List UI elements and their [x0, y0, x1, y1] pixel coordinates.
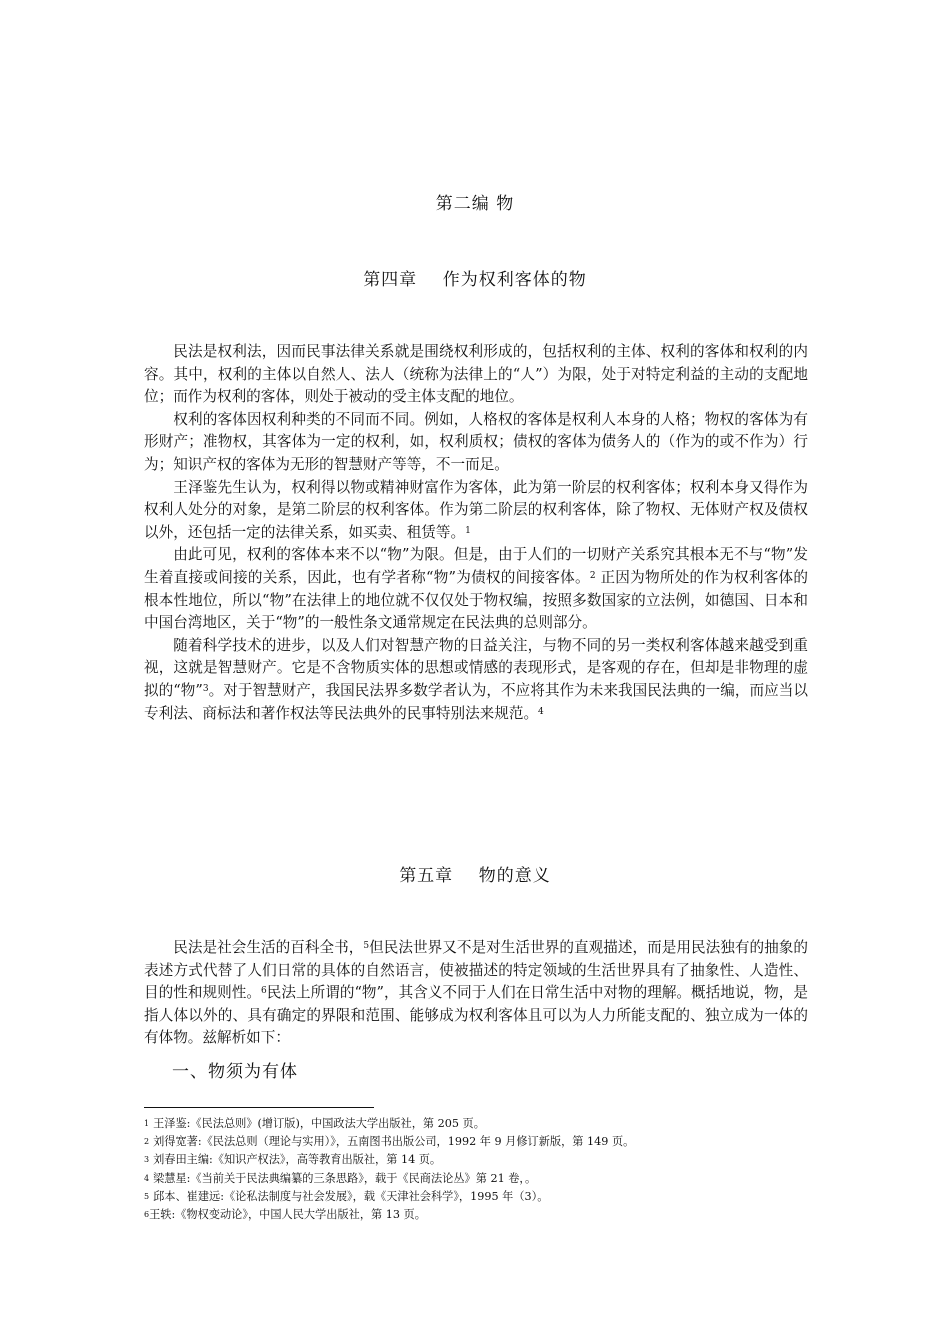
footnote-6	[144, 1206, 808, 1224]
footnote-text: 王轶:《物权变动论》，中国人民大学出版社，第 13 页。	[149, 1208, 426, 1222]
footnote-1	[144, 1115, 808, 1133]
footnote-text: 邱本、崔建远:《论私法制度与社会发展》，载《天津社会科学》，1995 年（3）。	[153, 1189, 549, 1203]
footnote-2	[144, 1133, 808, 1151]
footnote-separator	[144, 1107, 374, 1108]
chapter-4-body	[144, 341, 808, 725]
footnotes	[144, 1115, 808, 1224]
paragraph	[144, 409, 808, 477]
footnote-number: 5	[144, 1191, 150, 1201]
paragraph	[144, 341, 808, 409]
paragraph-text: 民法上所谓的“物”，其含义不同于人们在日常生活中对物的理解。概括地说，物，是指人体以外的、具有确定的界限和范围、能够成为权利客体且可以为人力所能支配的、独立成为一体的有体物。兹解析如下：	[144, 984, 808, 1047]
paragraph-text: 随着科学技术的进步，以及人们对智慧产物的日益关注，与物不同的另一类权利客体越来越受到重视，这就是智慧财产。它是不含物质实体的思想或情感的表现形式，是客观的存在，但却是非物理的虚拟的“物”	[144, 636, 808, 699]
footnote-number: 3	[144, 1155, 150, 1165]
paragraph-text: 民法是权利法，因而民事法律关系就是围绕权利形成的，包括权利的主体、权利的客体和权利的内容。其中，权利的主体以自然人、法人（统称为法律上的“人”）为限，处于对特定利益的主动的支配地位；而作为权利的客体，则处于被动的受主体支配的地位。	[144, 343, 808, 406]
paragraph-text: 权利的客体因权利种类的不同而不同。例如，人格权的客体是权利人本身的人格；物权的客体为有形财产；准物权，其客体为一定的权利，如，权利质权；债权的客体为债务人的（作为的或不作为）行为；知识产权的客体为无形的智慧财产等等，不一而足。	[144, 410, 808, 473]
paragraph-text: 王泽鉴先生认为，权利得以物或精神财富作为客体，此为第一阶层的权利客体；权利本身又得作为权利人处分的对象，是第二阶层的权利客体。作为第二阶层的权利客体，除了物权、无体财产权及债权以外，还包括一定的法律关系，如买卖、租赁等。	[144, 478, 808, 541]
paragraph-text: 但民法世界又不是对生活世界的直观描述，而是用民法独有的抽象的表述方式代替了人们日常的具体的自然语言，使被描述的特定领域的生活世界具有了抽象性、人造性、目的性和规则性。	[144, 939, 808, 1002]
chapter-5-title: 第五章 物的意义	[399, 866, 551, 886]
paragraph	[144, 937, 808, 1050]
footnote-3	[144, 1151, 808, 1169]
footnote-ref: 6	[260, 986, 267, 997]
footnote-ref: 2	[589, 570, 596, 581]
paragraph	[144, 635, 808, 725]
footnote-ref: 1	[465, 525, 471, 536]
paragraph	[144, 544, 808, 634]
footnote-number: 6	[144, 1210, 150, 1220]
footnote-text: 梁慧星:《当前关于民法典编纂的三条思路》，载于《民商法论丛》第 21 卷，。	[153, 1171, 537, 1185]
footnote-5	[144, 1188, 808, 1206]
paragraph-text: 民法是社会生活的百科全书，	[173, 939, 364, 956]
footnote-ref: 5	[363, 941, 370, 951]
footnote-text: 王泽鉴:《民法总则》(增订版)，中国政法大学出版社，第 205 页。	[153, 1117, 485, 1130]
footnote-text: 刘春田主编:《知识产权法》，高等教育出版社，第 14 页。	[153, 1153, 442, 1167]
chapter-4-title: 第四章 作为权利客体的物	[363, 270, 587, 290]
part-title: 第二编 物	[435, 194, 515, 214]
footnote-number: 2	[144, 1137, 150, 1147]
footnote-number: 1	[144, 1119, 150, 1128]
footnote-number: 4	[144, 1173, 150, 1183]
footnote-text: 刘得宽著:《民法总则（理论与实用）》，五南图书出版公司，1992 年 9 月修订新版，第 149 页。	[153, 1135, 635, 1149]
paragraph-text: 由此可见，权利的客体本来不以“物”为限。但是，由于人们的一切财产关系究其根本无不与“物”发生着直接或间接的关系，因此，也有学者称“物”为债权的间接客体。	[144, 546, 808, 586]
chapter-5-body	[144, 937, 808, 1050]
paragraph-text: 。对于智慧财产，我国民法界多数学者认为，不应将其作为未来我国民法典的一编，而应当以专利法、商标法和著作权法等民法典外的民事特别法来规范。	[144, 681, 808, 722]
footnote-ref: 3	[202, 683, 209, 694]
paragraph-text: 正因为物所处的作为权利客体的根本性地位，所以“物”在法律上的地位就不仅仅处于物权编，按照多数国家的立法例，如德国、日本和中国台湾地区，关于“物”的一般性条文通常规定在民法典的总则部分。	[144, 568, 808, 632]
section-heading: 一、物须为有体	[172, 1062, 298, 1082]
footnote-ref: 4	[538, 706, 544, 717]
paragraph	[144, 477, 808, 545]
footnote-4	[144, 1170, 808, 1188]
